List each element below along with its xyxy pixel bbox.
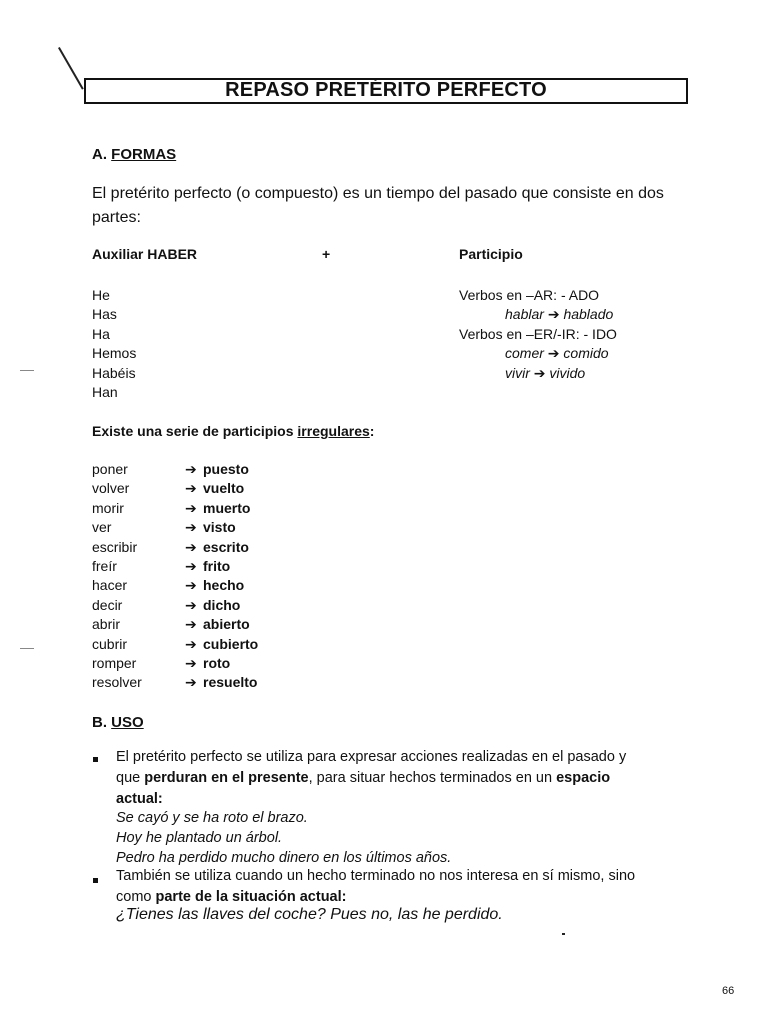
irregular-verb: volver [92,480,130,497]
rule-ir-example [459,364,617,383]
arrow-icon: ➔ [547,345,560,362]
irregular-participle: abierto [203,616,250,633]
haber-form: Hemos [92,345,137,362]
page-number: 66 [722,985,735,997]
irregular-participle: visto [203,519,236,536]
irregular-participle-row [185,499,258,518]
haber-form: He [92,287,110,303]
section-b-label: USO [111,714,144,731]
participio-rules [459,286,617,383]
irregular-participle-row [185,615,258,634]
irregular-participle-row [185,576,258,595]
arrow-icon: ➔ [185,538,197,555]
auxiliar-header: Auxiliar HABER [92,246,198,262]
arrow-icon: ➔ [547,306,560,323]
bullet-icon [93,878,98,883]
irregular-participle: roto [203,655,231,672]
irregular-verb: freír [92,558,117,575]
scan-mark [20,648,34,649]
irregular-participles [185,460,258,693]
irregular-participle: hecho [203,577,245,594]
haber-forms-list [92,286,136,402]
irregular-verb: escribir [92,538,138,555]
section-a-label: FORMAS [111,146,177,163]
irregular-participle-row [185,538,258,557]
uso-2-example: ¿Tienes las llaves del coche? Pues no, las he perdido. [116,906,503,923]
uso-2-emphasis: parte de la situación actual: [155,889,347,905]
irregular-verbs [92,460,142,693]
irregular-colon: : [369,423,375,439]
uso-2-line1: También se utiliza cuando un hecho terminado no nos interesa en sí mismo, sino [116,868,636,884]
arrow-icon: ➔ [185,596,197,613]
uso-1-line2 [116,768,610,788]
scan-mark [562,933,565,935]
margin-slash-mark [58,47,84,90]
arrow-icon: ➔ [185,635,197,652]
section-a-letter: A. [92,146,107,163]
arrow-icon: ➔ [185,519,197,536]
plus-sign: + [322,246,331,262]
bullet-icon [93,757,98,762]
irregular-verb: decir [92,596,123,613]
irregular-participle: dicho [203,596,241,613]
example-verb: hablar [505,306,544,323]
example-verb: comer [505,345,544,362]
uso-1-emphasis-2: espacio [556,770,611,786]
uso-1-line3: actual: [116,791,163,807]
arrow-icon: ➔ [533,364,546,381]
example-verb: vivir [505,364,530,381]
arrow-icon: ➔ [185,461,197,477]
arrow-icon: ➔ [185,480,197,497]
arrow-icon: ➔ [185,558,197,575]
irregular-participle: escrito [203,538,249,555]
uso-1-line2-pre: que [116,770,145,786]
haber-form: Han [92,384,118,401]
arrow-icon: ➔ [185,577,197,594]
example-participle: comido [563,345,609,362]
irregular-verb: romper [92,655,137,672]
arrow-icon: ➔ [185,674,197,691]
irregular-participle-row [185,673,258,692]
irregular-participle: vuelto [203,480,245,497]
title-box [84,78,688,104]
section-b-heading [92,714,144,731]
example-participle: hablado [563,306,614,323]
section-a-heading [92,146,176,163]
haber-form: Has [92,306,117,323]
uso-1-example: Hoy he plantado un árbol. [116,830,283,846]
section-b-letter: B. [92,714,107,731]
uso-1-emphasis: perduran en el presente [144,770,309,786]
irregular-participle-row [185,518,258,537]
rule-er-ir: Verbos en –ER/-IR: - IDO [459,325,617,342]
irregular-participle-row [185,460,258,479]
rule-ar-example [459,305,617,324]
irregular-verb: ver [92,519,112,536]
uso-2-line2 [116,887,346,907]
rule-er-example [459,344,617,363]
irregular-verb: morir [92,499,124,516]
uso-1-line2-mid: , para situar hechos terminados en un [308,770,557,786]
scan-mark [20,370,34,371]
uso-1-example: Se cayó y se ha roto el brazo. [116,810,308,826]
irregular-participle-row [185,479,258,498]
irregular-participle-row [185,557,258,576]
irregular-participle-row [185,596,258,615]
irregular-participle: frito [203,558,231,575]
irregular-participle: resuelto [203,674,258,691]
example-participle: vivido [549,364,586,381]
irregular-participle: puesto [203,461,249,477]
uso-1-example: Pedro ha perdido mucho dinero en los últimos años. [116,850,452,866]
arrow-icon: ➔ [185,616,197,633]
irregular-intro [92,423,374,439]
rule-ar: Verbos en –AR: - ADO [459,287,600,303]
irregular-verb: resolver [92,674,142,691]
page-title: REPASO PRETÉRITO PERFECTO [225,79,547,101]
irregular-participle: cubierto [203,635,259,652]
arrow-icon: ➔ [185,499,197,516]
intro-paragraph: El pretérito perfecto (o compuesto) es un tiempo del pasado que consiste en dos partes: [92,185,664,226]
irregular-verb: poner [92,461,128,477]
irregular-participle-row [185,635,258,654]
irregular-verb: hacer [92,577,128,594]
irregular-verb: abrir [92,616,121,633]
arrow-icon: ➔ [185,655,197,672]
irregular-verb: cubrir [92,635,128,652]
participio-header: Participio [459,246,523,262]
uso-2-line2-pre: como [116,889,156,905]
uso-1-line1: El pretérito perfecto se utiliza para expresar acciones realizadas en el pasado y [116,749,627,765]
irregular-participle: muerto [203,499,251,516]
irregular-intro-text: Existe una serie de participios [92,423,298,439]
irregular-word: irregulares [297,423,370,439]
irregular-participle-row [185,654,258,673]
haber-form: Ha [92,325,110,342]
haber-form: Habéis [92,364,136,381]
